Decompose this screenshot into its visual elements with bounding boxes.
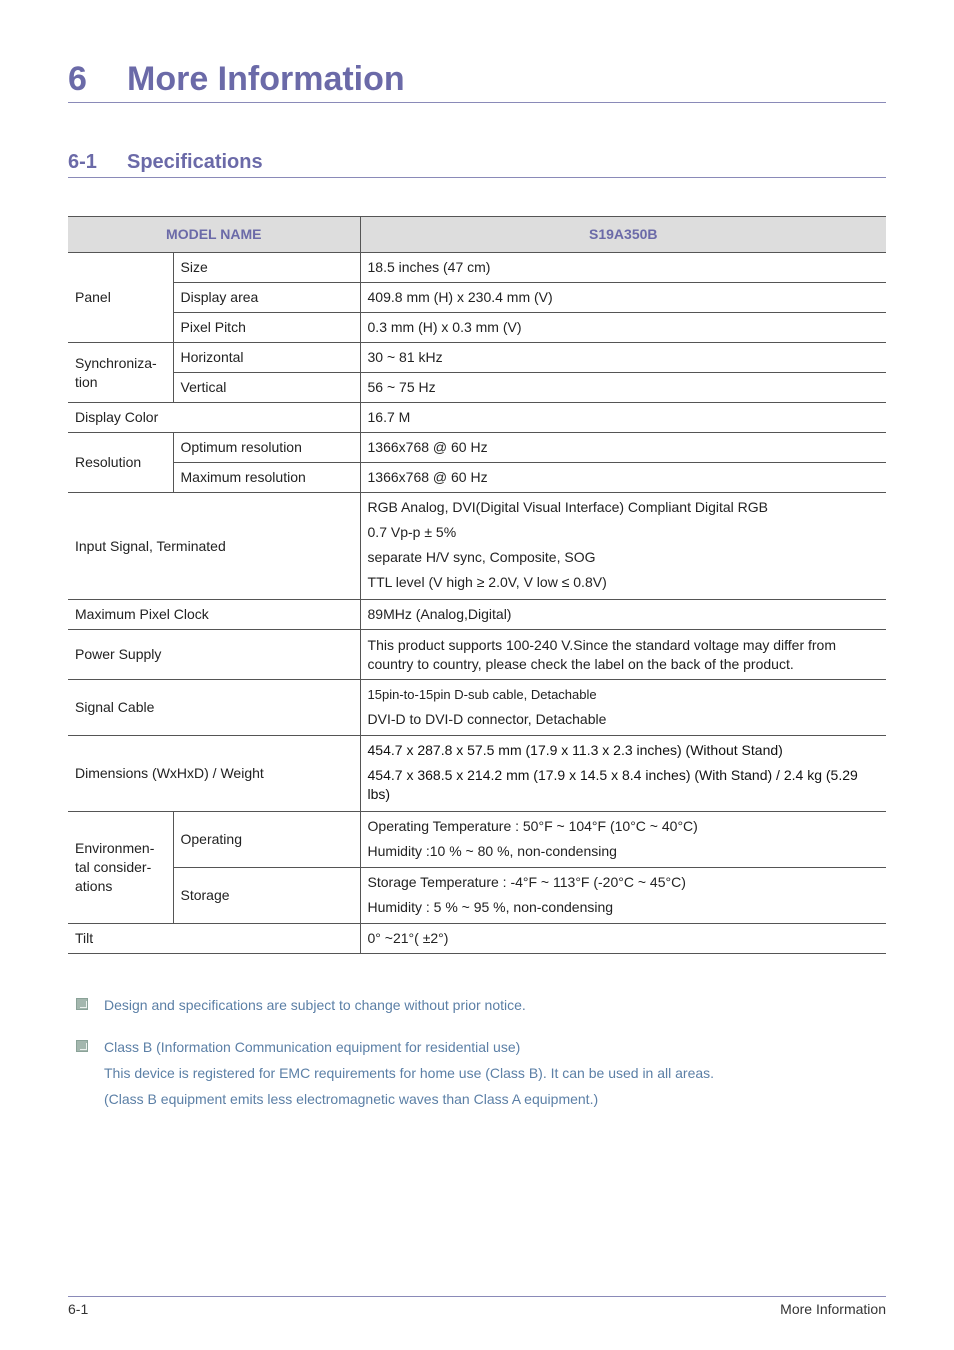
display-color-value: 16.7 M xyxy=(360,403,886,433)
note-line: Class B (Information Communication equipment for residential use) xyxy=(104,1039,521,1055)
table-row xyxy=(68,253,886,283)
storage-value xyxy=(360,868,886,924)
signal-cable-value xyxy=(360,680,886,736)
table-row xyxy=(68,812,886,868)
signal-cable-line: DVI-D to DVI-D connector, Detachable xyxy=(367,711,607,727)
sync-label xyxy=(68,343,173,403)
environment-label-line1: Environmen- xyxy=(75,840,155,856)
storage-line: Humidity : 5 % ~ 95 %, non-condensing xyxy=(367,899,614,915)
pixel-clock-value: 89MHz (Analog,Digital) xyxy=(360,600,886,630)
chapter-title-text: More Information xyxy=(127,60,405,98)
table-row xyxy=(68,868,886,924)
operating-line: Humidity :10 % ~ 80 %, non-condensing xyxy=(367,843,617,859)
input-signal-label: Input Signal, Terminated xyxy=(68,493,360,600)
input-signal-line: RGB Analog, DVI(Digital Visual Interface) Compliant Digital RGB xyxy=(367,499,768,515)
table-row xyxy=(68,343,886,373)
model-name-header: MODEL NAME xyxy=(68,217,360,253)
maximum-resolution-label: Maximum resolution xyxy=(173,463,360,493)
note-text: Design and specifications are subject to change without prior notice. xyxy=(104,997,526,1013)
table-row xyxy=(68,630,886,680)
optimum-resolution-label: Optimum resolution xyxy=(173,433,360,463)
optimum-resolution-value: 1366x768 @ 60 Hz xyxy=(360,433,886,463)
dimensions-label: Dimensions (WxHxD) / Weight xyxy=(68,736,360,812)
note-class-b xyxy=(76,1034,876,1112)
dimensions-line: 454.7 x 287.8 x 57.5 mm (17.9 x 11.3 x 2.3 inches) (Without Stand) xyxy=(367,742,783,758)
table-header-row xyxy=(68,217,886,253)
sync-label-line1: Synchroniza- xyxy=(75,354,157,371)
note-icon xyxy=(76,1040,88,1052)
power-supply-label: Power Supply xyxy=(68,630,360,680)
environment-label-line2: tal consider- xyxy=(75,859,152,875)
specifications-table xyxy=(68,216,886,954)
dimensions-line: 454.7 x 368.5 x 214.2 mm (17.9 x 14.5 x 8.4 inches) (With Stand) / 2.4 kg (5.29 lbs) xyxy=(367,767,858,802)
table-row xyxy=(68,403,886,433)
vertical-label: Vertical xyxy=(173,373,360,403)
display-color-label: Display Color xyxy=(68,403,360,433)
tilt-value: 0° ~21°( ±2°) xyxy=(360,924,886,954)
table-row xyxy=(68,924,886,954)
section-title xyxy=(68,148,886,178)
storage-line: Storage Temperature : -4°F ~ 113°F (-20°C ~ 45°C) xyxy=(367,874,686,890)
pixel-pitch-label: Pixel Pitch xyxy=(173,313,360,343)
environment-label xyxy=(68,812,173,924)
table-row xyxy=(68,736,886,812)
vertical-value: 56 ~ 75 Hz xyxy=(360,373,886,403)
dimensions-value xyxy=(360,736,886,812)
input-signal-line: separate H/V sync, Composite, SOG xyxy=(367,549,596,565)
table-row xyxy=(68,600,886,630)
size-value: 18.5 inches (47 cm) xyxy=(360,253,886,283)
note-icon xyxy=(76,998,88,1010)
size-label: Size xyxy=(173,253,360,283)
note-line: (Class B equipment emits less electromagnetic waves than Class A equipment.) xyxy=(104,1091,599,1107)
chapter-number: 6 xyxy=(68,60,87,98)
input-signal-line: 0.7 Vp-p ± 5% xyxy=(367,524,457,540)
page-footer xyxy=(68,1296,886,1317)
horizontal-label: Horizontal xyxy=(173,343,360,373)
input-signal-value xyxy=(360,493,886,600)
display-area-label: Display area xyxy=(173,283,360,313)
operating-line: Operating Temperature : 50°F ~ 104°F (10°C ~ 40°C) xyxy=(367,818,698,834)
signal-cable-label: Signal Cable xyxy=(68,680,360,736)
sync-label-line2: tion xyxy=(75,373,98,390)
footer-chapter: More Information xyxy=(780,1301,886,1317)
display-area-value: 409.8 mm (H) x 230.4 mm (V) xyxy=(360,283,886,313)
horizontal-value: 30 ~ 81 kHz xyxy=(360,343,886,373)
pixel-clock-label: Maximum Pixel Clock xyxy=(68,600,360,630)
signal-cable-line: 15pin-to-15pin D-sub cable, Detachable xyxy=(367,687,597,702)
table-row xyxy=(68,433,886,463)
tilt-label: Tilt xyxy=(68,924,360,954)
power-supply-value: This product supports 100-240 V.Since the standard voltage may differ from country to country, please check the label on the back of the product. xyxy=(360,630,886,680)
operating-label: Operating xyxy=(173,812,360,868)
pixel-pitch-value: 0.3 mm (H) x 0.3 mm (V) xyxy=(360,313,886,343)
model-value-header: S19A350B xyxy=(360,217,886,253)
panel-label: Panel xyxy=(68,253,173,343)
storage-label: Storage xyxy=(173,868,360,924)
note-line: This device is registered for EMC requirements for home use (Class B). It can be used in all areas. xyxy=(104,1065,715,1081)
section-title-text: Specifications xyxy=(127,151,263,173)
table-row xyxy=(68,493,886,600)
table-row xyxy=(68,680,886,736)
environment-label-line3: ations xyxy=(75,878,113,894)
table-row xyxy=(68,463,886,493)
note-design-change xyxy=(76,992,876,1018)
table-row xyxy=(68,313,886,343)
table-row xyxy=(68,283,886,313)
footer-page-number: 6-1 xyxy=(68,1301,89,1317)
table-row xyxy=(68,373,886,403)
section-number: 6-1 xyxy=(68,151,97,173)
operating-value xyxy=(360,812,886,868)
resolution-label: Resolution xyxy=(68,433,173,493)
chapter-title xyxy=(68,56,886,103)
input-signal-line: TTL level (V high ≥ 2.0V, V low ≤ 0.8V) xyxy=(367,574,607,590)
maximum-resolution-value: 1366x768 @ 60 Hz xyxy=(360,463,886,493)
